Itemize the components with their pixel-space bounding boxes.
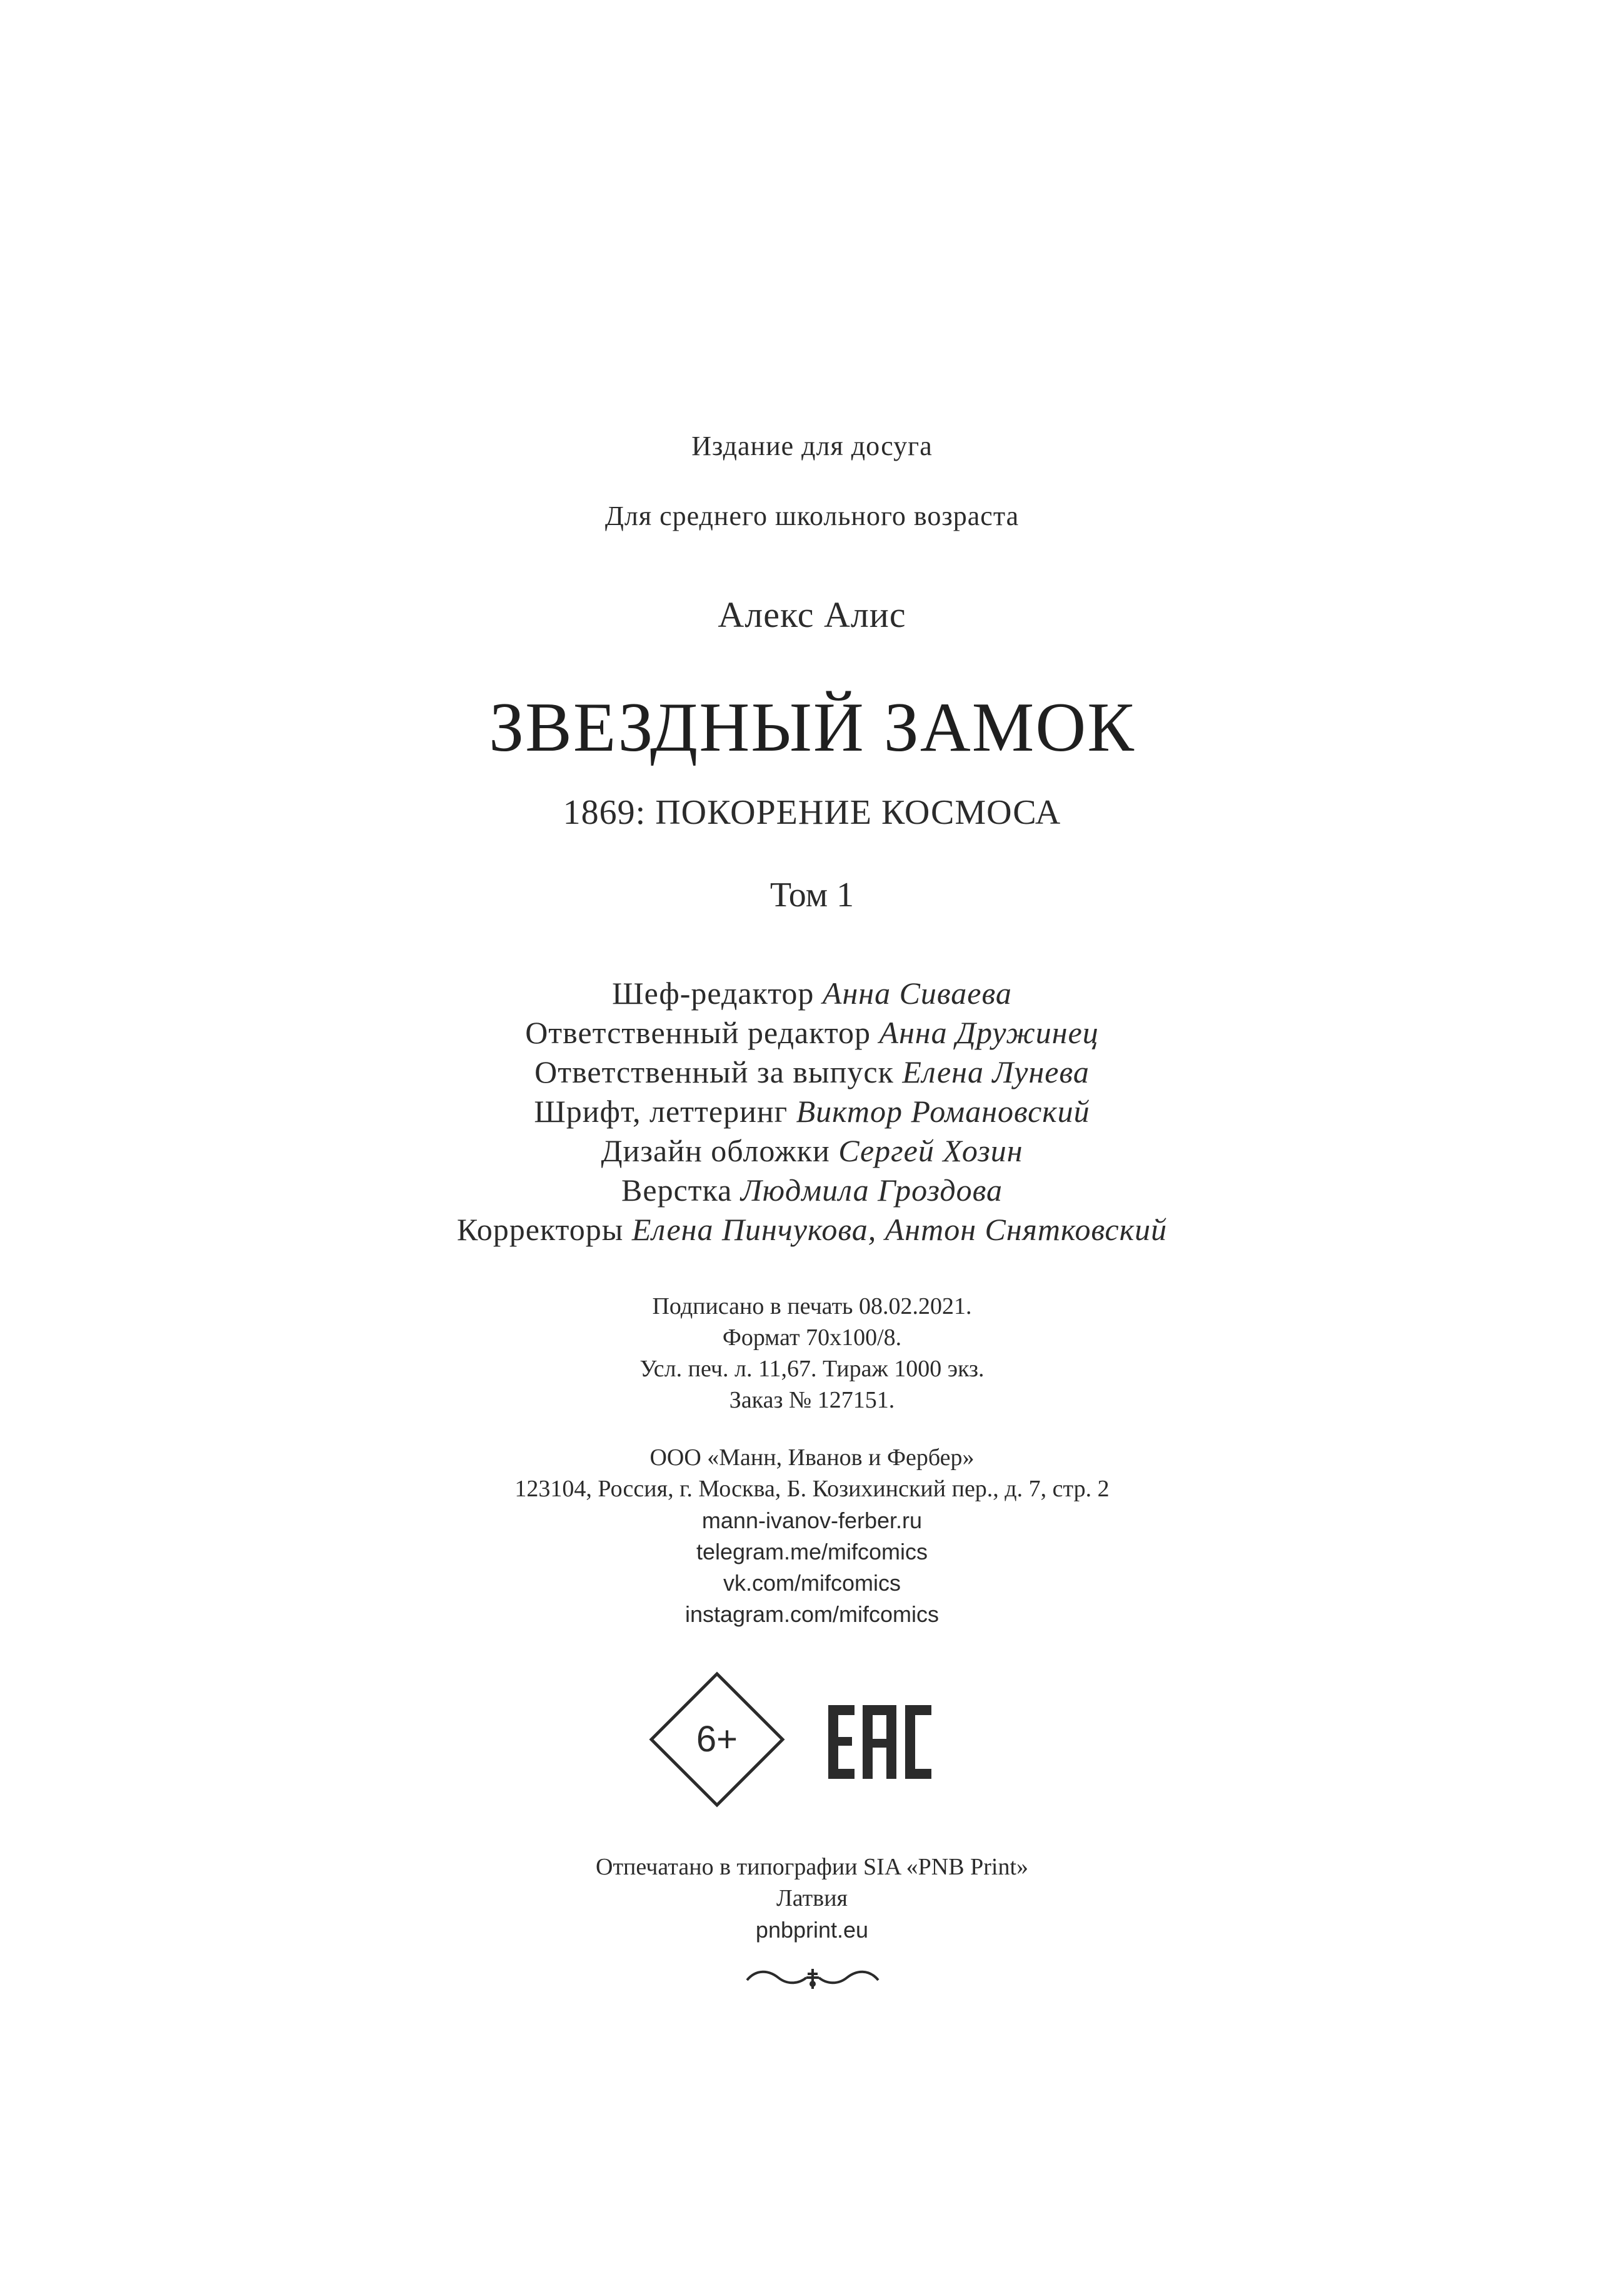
credit-line: [0, 975, 1624, 1011]
printer-website[interactable]: pnbprint.eu: [755, 1917, 869, 1943]
credit-line: [0, 1211, 1624, 1248]
book-subtitle: 1869: ПОКОРЕНИЕ КОСМОСА: [563, 793, 1061, 832]
credit-name: Виктор Романовский: [796, 1094, 1090, 1129]
website-link[interactable]: mann-ivanov-ferber.ru: [701, 1508, 923, 1533]
telegram-link[interactable]: telegram.me/mifcomics: [696, 1539, 928, 1564]
eac-certification-icon: [828, 1705, 931, 1779]
printer-name: Отпечатано в типографии SIA «PNB Print»: [596, 1854, 1028, 1880]
credit-name: Сергей Хозин: [838, 1133, 1023, 1168]
credit-role: Шрифт, леттеринг: [534, 1094, 788, 1129]
certification-marks: [0, 1669, 1624, 1813]
signed-date: Подписано в печать 08.02.2021.: [652, 1293, 972, 1319]
credit-role: Верстка: [621, 1173, 733, 1208]
book-title: ЗВЕЗДНЫЙ ЗАМОК: [489, 689, 1135, 766]
publisher-address: 123104, Россия, г. Москва, Б. Козихинский пер., д. 7, стр. 2: [514, 1476, 1110, 1502]
credit-line: [0, 1014, 1624, 1051]
credit-name: Анна Сиваева: [822, 976, 1012, 1011]
age-group: Для среднего школьного возраста: [604, 501, 1020, 531]
credit-name: Людмила Гроздова: [740, 1173, 1003, 1208]
marks-svg: [0, 1669, 1624, 1813]
credit-name: Елена Лунева: [902, 1054, 1090, 1089]
author-name: Алекс Алис: [718, 594, 906, 635]
instagram-link[interactable]: instagram.com/mifcomics: [684, 1601, 940, 1627]
age-rating-label: 6+: [696, 1719, 738, 1759]
publisher-name: ООО «Манн, Иванов и Фербер»: [649, 1444, 975, 1471]
order-number: Заказ № 127151.: [729, 1387, 895, 1413]
credit-role: Ответственный редактор: [525, 1015, 871, 1050]
credit-role: Корректоры: [456, 1212, 624, 1247]
credit-name: Анна Дружинец: [879, 1015, 1099, 1050]
credit-line: [0, 1133, 1624, 1169]
volume-number: Том 1: [769, 876, 855, 914]
print-run: Усл. печ. л. 11,67. Тираж 1000 экз.: [639, 1356, 985, 1382]
format: Формат 70x100/8.: [722, 1324, 902, 1351]
vk-link[interactable]: vk.com/mifcomics: [723, 1570, 901, 1596]
credit-line: [0, 1172, 1624, 1208]
age-rating-diamond-icon: [651, 1674, 783, 1805]
printer-country: Латвия: [776, 1885, 848, 1911]
credit-line: [0, 1054, 1624, 1090]
edition-type: Издание для досуга: [691, 431, 933, 461]
ornament-divider-icon: [744, 1963, 881, 1997]
credit-role: Шеф-редактор: [612, 976, 815, 1011]
credit-line: [0, 1093, 1624, 1129]
credit-role: Дизайн обложки: [601, 1133, 830, 1168]
credit-name: Елена Пинчукова, Антон Снятковский: [631, 1212, 1168, 1247]
credit-role: Ответственный за выпуск: [534, 1054, 894, 1089]
